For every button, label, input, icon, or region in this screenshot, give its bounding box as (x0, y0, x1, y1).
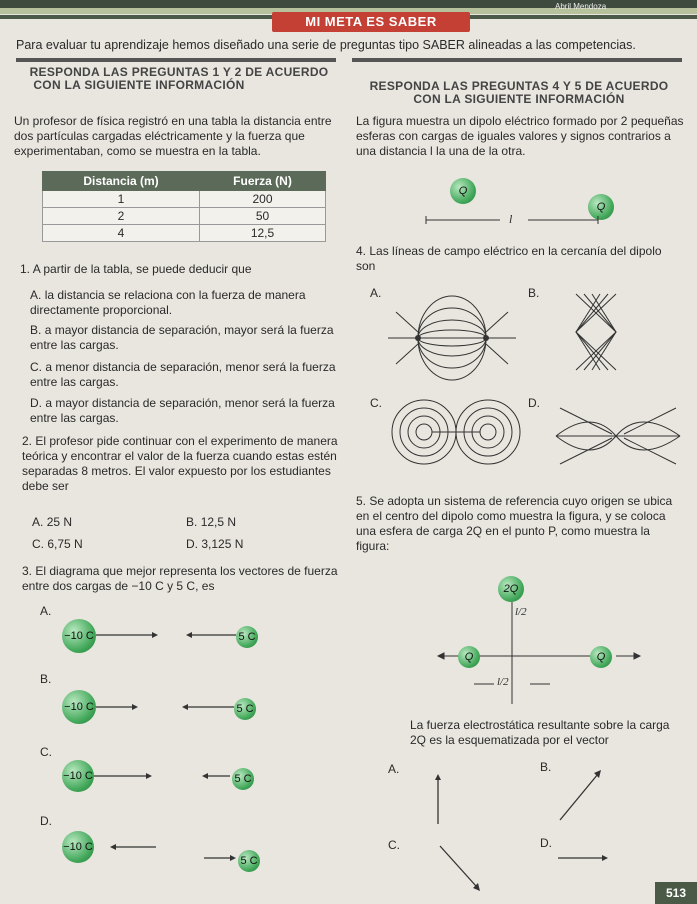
q3-option-d-letter[interactable]: D. (40, 814, 52, 828)
q1-number: 1. (20, 262, 31, 276)
q4-stem-text: Las líneas de campo eléctrico en la cercanía del dipolo son (356, 244, 662, 273)
table-cell: 2 (43, 208, 200, 225)
left-context: Un profesor de física registró en una tabla la distancia entre dos partículas cargadas eléctricamente y la fuerza que experimentaban, como se muestra en la tabla. (14, 114, 332, 158)
option-text: 3,125 N (201, 537, 244, 551)
half-distance-label-vertical: l/2 (515, 606, 527, 618)
option-text: a menor distancia de separación, menor será la fuerza entre las cargas. (30, 360, 336, 389)
q3-option-c-letter[interactable]: C. (40, 745, 52, 759)
half-distance-label-horizontal: l/2 (497, 676, 509, 688)
section-divider-right (352, 58, 682, 62)
option-letter: A. (30, 288, 42, 302)
q2-option-a[interactable] (32, 515, 72, 530)
right-context: La figura muestra un dipolo eléctrico formado por 2 pequeñas esferas con cargas de iguales valores y signos contrarios a una distancia l la una de la otra. (356, 114, 684, 158)
q3-stem-text: El diagrama que mejor representa los vectores de fuerza entre dos cargas de −10 C y 5 C, es (22, 564, 338, 593)
distance-marker (424, 214, 604, 226)
q2-number: 2. (22, 434, 33, 448)
q4-stem (356, 244, 684, 274)
table-cell: 50 (200, 208, 326, 225)
option-text: a mayor distancia de separación, menor será la fuerza entre las cargas. (30, 396, 335, 425)
q1-option-c[interactable] (30, 360, 340, 390)
left-section-title-2: CON LA SIGUIENTE INFORMACIÓN (33, 78, 245, 92)
table-row (43, 225, 326, 242)
q1-stem (20, 262, 340, 277)
page-number: 513 (655, 882, 697, 904)
table-cell: 12,5 (200, 225, 326, 242)
q4-option-b-letter[interactable]: B. (528, 286, 540, 300)
distance-force-table (42, 171, 326, 242)
q5-question: La fuerza electrostática resultante sobre la carga 2Q es la esquematizada por el vector (410, 718, 670, 747)
vector-a (430, 772, 450, 826)
option-text: 25 N (46, 515, 73, 529)
option-letter: D. (30, 396, 42, 410)
dipole-charge-left-2: Q (458, 646, 480, 668)
vector-c (438, 844, 484, 894)
q2-option-b[interactable] (186, 515, 236, 530)
q4-option-a-letter[interactable]: A. (370, 286, 382, 300)
q4-number: 4. (356, 244, 367, 258)
charge-pos-a: 5 C (236, 626, 258, 648)
option-text: 6,75 N (47, 537, 83, 551)
arrow-head (230, 855, 236, 861)
option-letter: B. (30, 323, 42, 337)
arrow-head (182, 704, 188, 710)
table-cell: 4 (43, 225, 200, 242)
q4-option-d-letter[interactable]: D. (528, 396, 540, 410)
dipole-charge-right-2: Q (590, 646, 612, 668)
distance-label: l (509, 212, 513, 226)
q3-option-b-letter[interactable]: B. (40, 672, 52, 686)
q5-option-c-letter[interactable]: C. (388, 838, 400, 852)
q5-number: 5. (356, 494, 367, 508)
charge-pos-d: 5 C (238, 850, 260, 872)
option-letter: D. (186, 537, 198, 551)
left-section-title-1: RESPONDA LAS PREGUNTAS 1 Y 2 DE ACUERDO (29, 65, 329, 79)
option-letter: A. (32, 515, 44, 529)
section-divider-left (16, 58, 336, 62)
q5-stem (356, 494, 686, 554)
q2-option-c[interactable] (32, 537, 83, 552)
field-lines-d (552, 398, 684, 474)
q1-option-a[interactable] (30, 288, 340, 318)
q2-stem-text: El profesor pide continuar con el experimento de manera teórica y encontrar el valor de la fuerza cuando estas estén separadas 8 metros. El valor expuesto por los estudiantes debe ser (22, 434, 338, 493)
table-cell: 200 (200, 191, 326, 208)
q1-option-d[interactable] (30, 396, 340, 426)
dipole-charge-left: Q (450, 178, 476, 204)
section-banner: MI META ES SABER (272, 12, 470, 32)
charge-pos-c: 5 C (232, 768, 254, 790)
q3-number: 3. (22, 564, 33, 578)
field-lines-b (566, 292, 626, 374)
q4-option-c-letter[interactable]: C. (370, 396, 382, 410)
arrow-head (110, 844, 116, 850)
field-lines-a (388, 292, 518, 384)
vector-d (556, 852, 610, 864)
intro-text: Para evaluar tu aprendizaje hemos diseñado una serie de preguntas tipo SABER alineadas a las competencias. (16, 38, 636, 52)
dipole-charge-right: Q (588, 194, 614, 220)
charge-neg-d: −10 C (62, 831, 94, 863)
table-header-distance: Distancia (m) (43, 172, 200, 191)
option-text: 12,5 N (200, 515, 237, 529)
table-cell: 1 (43, 191, 200, 208)
q2-option-d[interactable] (186, 537, 243, 552)
q3-option-a-letter[interactable]: A. (40, 604, 52, 618)
q1-stem-text: A partir de la tabla, se puede deducir que (32, 262, 252, 276)
arrow-head (152, 632, 158, 638)
arrow-head (132, 704, 138, 710)
q5-option-b-letter[interactable]: B. (540, 760, 552, 774)
field-lines-c (388, 396, 528, 470)
option-letter: C. (32, 537, 44, 551)
table-row (43, 191, 326, 208)
charge-2q: 2Q (498, 576, 524, 602)
right-section-title-2: CON LA SIGUIENTE INFORMACIÓN (413, 92, 625, 106)
right-section-title-1: RESPONDA LAS PREGUNTAS 4 Y 5 DE ACUERDO (369, 79, 669, 93)
q5-option-a-letter[interactable]: A. (388, 762, 400, 776)
charge-neg-c: −10 C (62, 760, 94, 792)
publisher-logo: Abril Mendoza (555, 2, 607, 11)
arrow-head (146, 773, 152, 779)
option-text: la distancia se relaciona con la fuerza de manera directamente proporcional. (30, 288, 306, 317)
q3-stem (22, 564, 342, 594)
option-letter: C. (30, 360, 42, 374)
arrow-head (186, 632, 192, 638)
q5-stem-text: Se adopta un sistema de referencia cuyo origen se ubica en el centro del dipolo como muestra la figura, y se coloca una esfera de carga 2Q en el punto P, como muestra la figura: (356, 494, 673, 553)
vector-b (558, 768, 604, 822)
charge-neg-a: −10 C (62, 619, 96, 653)
table-row (43, 208, 326, 225)
charge-pos-b: 5 C (234, 698, 256, 720)
arrow-head (202, 773, 208, 779)
q5-option-d-letter[interactable]: D. (540, 836, 552, 850)
table-header-force: Fuerza (N) (200, 172, 326, 191)
q1-option-b[interactable] (30, 323, 340, 353)
charge-neg-b: −10 C (62, 690, 96, 724)
q2-stem (22, 434, 342, 494)
option-letter: B. (186, 515, 198, 529)
option-text: a mayor distancia de separación, mayor será la fuerza entre las cargas. (30, 323, 334, 352)
